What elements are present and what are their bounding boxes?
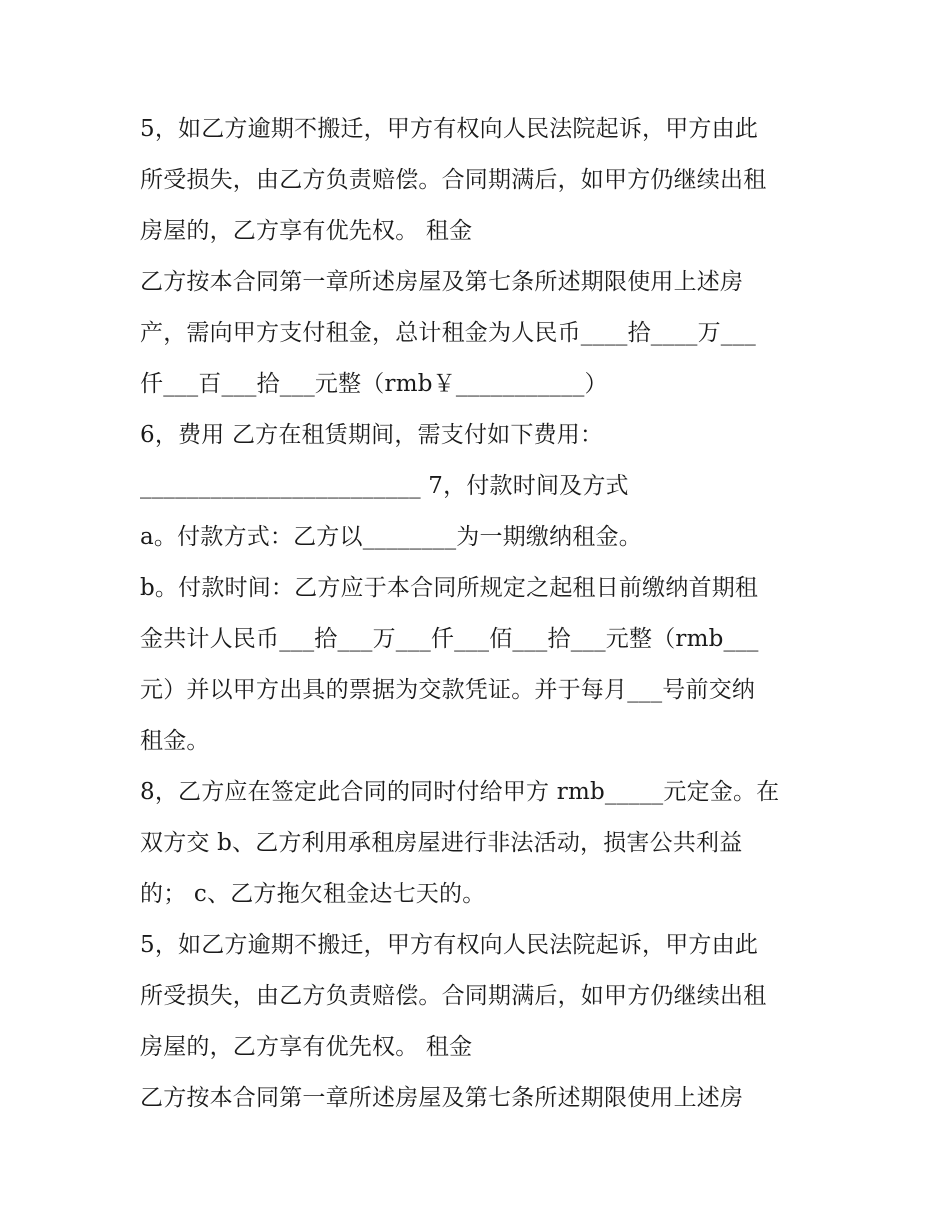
text-line: 的； c、乙方拖欠租金达七天的。 [140,881,486,907]
text-line: 仟___百___拾___元整（rmb￥___________） [140,371,608,397]
text-line: 房屋的，乙方享有优先权。 租金 [140,218,473,244]
text-line: 乙方按本合同第一章所述房屋及第七条所述期限使用上述房 [140,269,744,295]
text-line: 6，费用 乙方在租赁期间，需支付如下费用： [140,422,604,448]
text-line: b。付款时间：乙方应于本合同所规定之起租日前缴纳首期租 [140,575,759,601]
text-line: 金共计人民币___拾___万___仟___佰___拾___元整（rmb___ [140,626,759,652]
text-line: 所受损失，由乙方负责赔偿。合同期满后，如甲方仍继续出租 [140,167,767,193]
text-line: ________________________ 7，付款时间及方式 [140,473,629,499]
text-line: 双方交 b、乙方利用承租房屋进行非法活动，损害公共利益 [140,830,743,856]
text-line: 元）并以甲方出具的票据为交款凭证。并于每月___号前交纳 [140,677,756,703]
text-line: 产，需向甲方支付租金，总计租金为人民币____拾____万___ [140,320,756,346]
text-line: 5，如乙方逾期不搬迁，甲方有权向人民法院起诉，甲方由此 [140,932,759,958]
document-page [140,104,830,1124]
text-line: 租金。 [140,728,210,754]
text-line: 房屋的，乙方享有优先权。 租金 [140,1034,473,1060]
text-line: 8，乙方应在签定此合同的同时付给甲方 rmb_____元定金。在 [140,779,780,805]
text-line: a。付款方式：乙方以________为一期缴纳租金。 [140,524,642,550]
text-line: 所受损失，由乙方负责赔偿。合同期满后，如甲方仍继续出租 [140,983,767,1009]
text-line: 乙方按本合同第一章所述房屋及第七条所述期限使用上述房 [140,1085,744,1111]
text-line: 5，如乙方逾期不搬迁，甲方有权向人民法院起诉，甲方由此 [140,116,759,142]
